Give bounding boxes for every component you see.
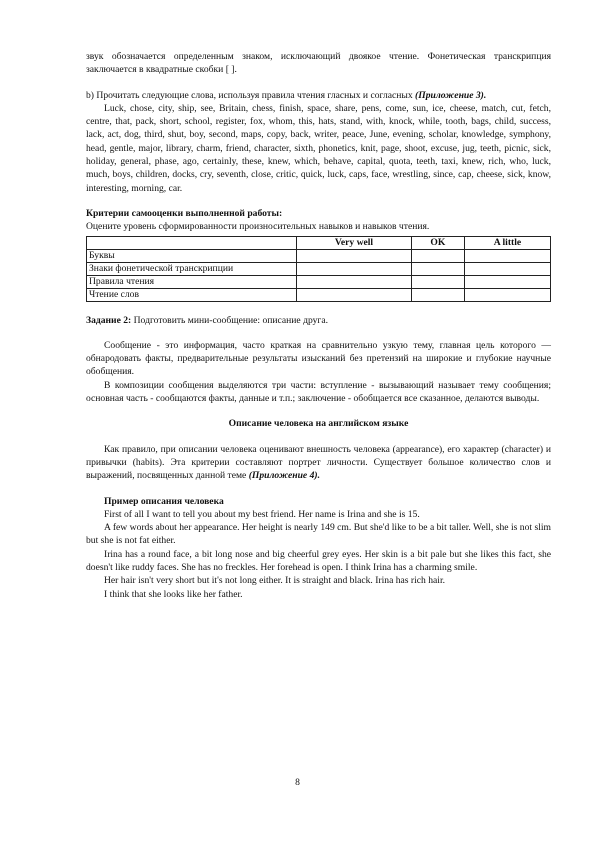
example-paragraph: Her hair isn't very short but it's not long either. It is straight and black. Irina has rich hair. <box>104 575 446 587</box>
task2-text: Подготовить мини-сообщение: описание друга. <box>131 314 329 326</box>
task-b-paragraph <box>86 89 551 102</box>
criteria-row <box>87 275 551 288</box>
criteria-cell[interactable] <box>411 275 464 288</box>
word-list: Luck, chose, city, ship, see, Britain, chess, finish, space, share, pens, come, sun, ice, cheese, match, cut, fetch, centre, that, pack, short, school, register, fox, whom, this, hats, stand, with, knock, while, tooth, bags, child, success, lack, act, dog, third, shut, boy, second, maps, copy, back, writer, peace, June, evening, scholar, knowledge, symphony, head, gentle, major, library, charm, friend, character, sixth, phonetics, knit, page, shoot, excuse, jug, teeth, picnic, sick, holiday, general, phase, ago, certainly, these, knew, which, behave, capital, quota, teeth, taxi, knew, rich, who, luck, much, boys, children, docks, cry, seventh, close, critic, quick, luck, caps, face, wrestling, since, cap, cheese, sick, know, interesting, morning, car. <box>86 102 551 194</box>
example-paragraph: A few words about her appearance. Her height is nearly 149 cm. But she'd like to be a bit taller. Well, she is not slim but she is not fat either. <box>86 522 551 547</box>
description-reference: (Приложение 4). <box>248 470 320 482</box>
page-number: 8 <box>295 777 300 788</box>
criteria-header-ok: OK <box>411 236 464 249</box>
example-paragraph: Irina has a round face, a bit long nose and big cheerful grey eyes. Her skin is a bit pale but she likes this fact, she doesn't like ruddy faces. She has no freckles. Her forehead is open. I think Irina has a charming smile. <box>86 548 551 574</box>
description-paragraph <box>86 443 551 483</box>
criteria-row-label: Буквы <box>87 249 297 262</box>
criteria-cell[interactable] <box>464 262 550 275</box>
criteria-row <box>87 249 551 262</box>
example-paragraph: I think that she looks like her father. <box>104 588 243 600</box>
criteria-table <box>86 236 551 302</box>
section-title: Описание человека на английском языке <box>228 418 409 430</box>
criteria-cell[interactable] <box>297 275 412 288</box>
intro-paragraph: звук обозначается определенным знаком, исключающий двоякое чтение. Фонетическая транскрипция заключается в квадратные скобки [ ]. <box>86 51 551 76</box>
task2-paragraph <box>86 314 551 327</box>
criteria-header-a-little: A little <box>464 236 550 249</box>
task2-label: Задание 2: <box>86 314 132 326</box>
criteria-row <box>87 262 551 275</box>
criteria-cell[interactable] <box>464 288 550 301</box>
criteria-cell[interactable] <box>464 275 550 288</box>
description-text: Как правило, при описании человека оценивают внешность человека (appearance), его характер (character) и привычки (habits). Эта критерии составляют портрет личности. Существует большое количество слов и выражений, посвященных данной теме <box>86 443 551 482</box>
task-b-text: b) Прочитать следующие слова, используя правила чтения гласных и согласных <box>86 89 413 101</box>
example-paragraph: First of all I want to tell you about my best friend. Her name is Irina and she is 15. <box>104 508 420 520</box>
criteria-row-label: Правила чтения <box>87 275 297 288</box>
criteria-cell[interactable] <box>297 262 412 275</box>
criteria-header-empty <box>87 236 297 249</box>
criteria-cell[interactable] <box>464 249 550 262</box>
criteria-header-row <box>87 236 551 249</box>
criteria-cell[interactable] <box>411 288 464 301</box>
criteria-header-very-well: Very well <box>297 236 412 249</box>
criteria-cell[interactable] <box>411 249 464 262</box>
criteria-title: Критерии самооценки выполненной работы: <box>86 207 283 219</box>
message-paragraph-1: Сообщение - это информация, часто краткая на сравнительно узкую тему, главная цель которого — обнародовать факты, предварительные результаты изысканий без претензий на широкие и глубокие научные обобщения. <box>86 339 551 378</box>
criteria-cell[interactable] <box>297 288 412 301</box>
criteria-subtitle: Оцените уровень сформированности произносительных навыков и навыков чтения. <box>86 221 430 233</box>
criteria-row-label: Чтение слов <box>87 288 297 301</box>
criteria-cell[interactable] <box>297 249 412 262</box>
document-page <box>86 50 551 601</box>
message-paragraph-2: В композиции сообщения выделяются три части: вступление - вызывающий называет тему сообщения; основная часть - сообщаются факты, данные и т.п.; заключение - обобщается все сказанное, делаются выводы. <box>86 379 551 405</box>
example-title: Пример описания человека <box>104 495 224 507</box>
task-b-reference: (Приложение 3). <box>415 89 487 101</box>
criteria-row-label: Знаки фонетической транскрипции <box>87 262 297 275</box>
criteria-row <box>87 288 551 301</box>
criteria-cell[interactable] <box>411 262 464 275</box>
